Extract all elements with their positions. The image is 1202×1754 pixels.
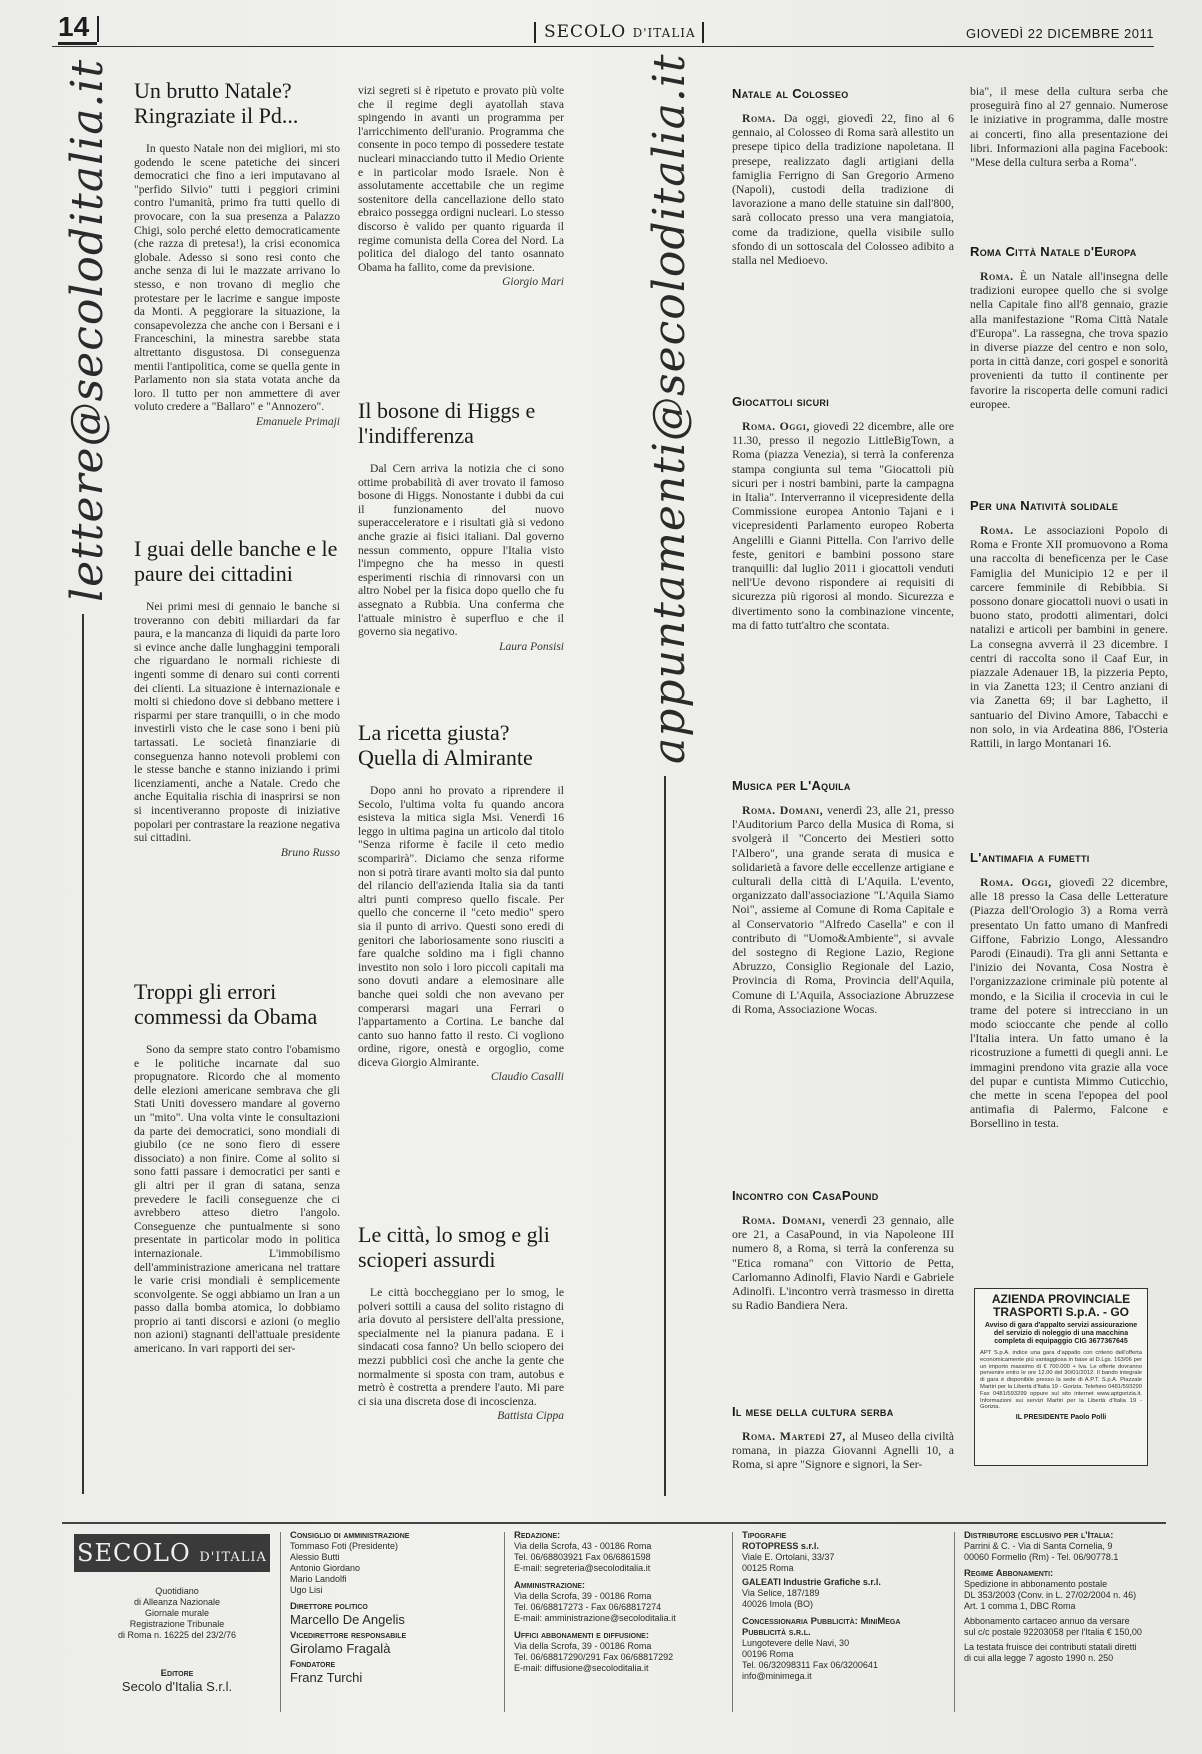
printer-line: Via Selice, 187/189	[742, 1588, 820, 1598]
appointment-item	[732, 394, 954, 778]
appointment-item	[732, 1188, 954, 1404]
vicedirector-name: Girolamo Fragalà	[290, 1641, 391, 1656]
advertiser-line: Tel. 06/32098311 Fax 06/3200641	[742, 1660, 878, 1670]
footer-divider	[280, 1532, 281, 1712]
printer-line: 00125 Roma	[742, 1563, 794, 1573]
appointment-continuation	[970, 84, 1168, 244]
appointment-text: al Museo della civiltà romana, in piazza Giovanni Agnelli 10, a Roma, si apre "Signore e signori, la Ser-	[732, 1429, 954, 1472]
letter-article	[358, 398, 564, 720]
colophon-tagline	[92, 1586, 262, 1641]
contact-line: Via della Scrofa, 39 - 00186 Roma	[514, 1591, 652, 1601]
letter-title: Le città, lo smog e gli scioperi assurdi	[358, 1222, 550, 1272]
appointment-body	[970, 523, 1168, 750]
letter-article	[134, 78, 340, 536]
appointment-body	[732, 111, 954, 267]
letter-author: Giorgio Mari	[502, 276, 564, 289]
letter-body: Dal Cern arriva la notizia che ci sono ottime probabilità di aver trovato il famoso bosone di Higgs. Nonostante i dubbi da cui il funzionamento del nuovo superacceleratore e i risultati già si vedono anche grazie ai fisici italiani. Dal governo nessun commento, oppure l'Italia visto l'impegno che ha messo in questi esperimenti rischia di rinnovarsi con un altro Nobel per la fisica dopo quello che fu assegnato a Rubbia. Una conferma che l'attuale ministro è superfluo e che il governo sia negativo.	[358, 462, 564, 639]
appointment-title: Natale al Colosseo	[732, 86, 849, 101]
appointment-item	[732, 1404, 954, 1472]
letter-article	[358, 1222, 564, 1422]
printer-line: Viale E. Ortolani, 33/37	[742, 1552, 835, 1562]
board-member: Alessio Butti	[290, 1552, 340, 1562]
colophon-board	[290, 1530, 490, 1685]
letter-body: Le città boccheggiano per lo smog, le polveri sottili a causa del solito ristagno di aria dovuto al persistere dell'alta pressione, specialmente nel la pianura padana. E i sindacati cosa fanno? Un bello sciopero dei mezzi pubblici così che anche la gente che normalmente si sposta con tram, autobus e metrò è costretta a prendere l'auto. Mi pare ci sia una discreta dose di incoscienza.	[358, 1286, 564, 1408]
advertiser-line: 00196 Roma	[742, 1649, 794, 1659]
letters-column-1	[134, 78, 340, 1356]
masthead-title: SECOLO	[544, 22, 627, 42]
advertiser-line: info@minimega.it	[742, 1671, 812, 1681]
contact-line: E-mail: amministrazione@secoloditalia.it	[514, 1613, 676, 1623]
masthead-logo	[74, 1534, 270, 1572]
appointment-body	[732, 419, 954, 632]
board-member: Tommaso Foti (Presidente)	[290, 1541, 399, 1551]
colophon-printers	[742, 1530, 942, 1682]
section-rule-left	[82, 614, 84, 1494]
letter-author: Claudio Casalli	[490, 1071, 564, 1084]
appointment-title: Per una Natività solidale	[970, 498, 1119, 513]
ad-subtitle: Avviso di gara d'appalto servizi assicurazione del servizio di noleggio di una macchina completa di equipaggio CIG 3677367645	[984, 1322, 1138, 1345]
appointment-lead: Roma. Domani,	[742, 1213, 826, 1227]
distribution-line: 00060 Formello (Rm) - Tel. 06/90778.1	[964, 1552, 1119, 1562]
appointment-lead: Roma.	[980, 523, 1014, 537]
letter-author: Bruno Russo	[280, 846, 340, 859]
appointment-lead: Roma. Oggi,	[980, 875, 1052, 889]
tagline-line: di Roma n. 16225 del 23/2/76	[117, 1630, 237, 1640]
colophon-distribution	[964, 1530, 1164, 1664]
founder-label: Fondatore	[290, 1659, 336, 1670]
founder-name: Franz Turchi	[290, 1670, 363, 1685]
tagline-line: Registrazione Tribunale	[129, 1619, 225, 1629]
abbonamenti-label: Regime Abbonamenti:	[964, 1568, 1054, 1579]
board-member: Ugo Lisi	[290, 1585, 323, 1595]
subscription-line: Abbonamento cartaceo annuo da versare	[964, 1616, 1130, 1626]
appointment-text: Da oggi, giovedì 22, fino al 6 gennaio, al Colosseo di Roma sarà allestito un presepe tipico della tradizione napoletana. Il presepe, realizzato dagli artigiani della famiglia Ferrigno di San Gregorio Armeno (Napoli), custodi della tradizione di lavorazione a mano delle statuine sin dall'800, sarà collocato presso una vera mangiatoia, come da tradizione, quella visibile sullo sfondo di un sottoscala del Colosseo adibito a stalla nel Medioevo.	[732, 111, 955, 268]
section-label-appointments: appuntamenti@secoloditalia.it	[644, 53, 695, 764]
colophon-contacts	[514, 1530, 724, 1674]
masthead	[534, 22, 704, 43]
public-notice-ad	[974, 1288, 1148, 1466]
director-name: Marcello De Angelis	[290, 1612, 405, 1627]
appointment-body	[970, 875, 1168, 1131]
board-member: Antonio Giordano	[290, 1563, 361, 1573]
section-rule-right	[664, 776, 666, 1496]
appointment-title: Il mese della cultura serba	[732, 1404, 894, 1419]
contact-line: Via della Scrofa, 39 - 00186 Roma	[514, 1641, 652, 1651]
appointment-item	[732, 86, 954, 394]
editor-label: Editore	[160, 1668, 194, 1679]
appointment-body	[732, 1429, 954, 1472]
letter-article	[134, 536, 340, 979]
redazione-label: Redazione:	[514, 1530, 561, 1541]
subscription-line: DL 353/2003 (Conv. in L. 27/02/2004 n. 46)	[964, 1590, 1137, 1600]
editor-name: Secolo d'Italia S.r.l.	[121, 1679, 233, 1694]
amministrazione-label: Amministrazione:	[514, 1580, 586, 1591]
appointment-lead: Roma. Domani,	[742, 803, 824, 817]
tagline-line: Giornale murale	[144, 1608, 210, 1618]
appointment-body	[732, 1213, 954, 1312]
letter-body: Sono da sempre stato contro l'obamismo e le politiche incarnate dal suo propugnatore. Ricordo che al momento delle elezioni americane sembrava che gli Stati Uniti dovessero mandare al governo un "mito". Una volta vinte le consultazioni da parte dei democratici, sono mondiali di giubilo (ce ne sono fiero di essere dissociato) a non finire. Come al solito si sono fatti passare i democratici per santi e gli altri per il gran di satana, senza prevedere le facili conseguenze che ci avrebbero atteso dietro l'angolo. Conseguenze che puntualmente si sono presentate in particolar modo in politica internazionale. L'immobilismo dell'amministrazione americana nel trattare le varie crisi mondiali è semplicemente sconvolgente. Se oggi abbiamo un Iran a un passo dalla bomba atomica, lo dobbiamo proprio ai tanti discorsi e azioni (o meglio non azioni) stagnanti dell'attuale presidente americano. In vari rapporti dei ser-	[134, 1043, 340, 1356]
appointment-text: Le associazioni Popolo di Roma e Fronte XII promuovono a Roma una raccolta di beneficenza per le Case Famiglia del Municipio 12 e per il carcere femminile di Rebibbia. Si possono donare giocattoli nuovi o usati in buono stato, prodotti alimentari, dolci natalizi e articoli per bambini in genere. La consegna avverrà il 23 dicembre. I centri di raccolta sono il Caaf Eur, in piazzale Adenauer 1B, la pizzeria Pepto, in via Zanetta 123; il Centro anziani di via Zanetta 69; il bar Laghetto, il santuario del Divino Amore, Tabacchi e non solo, in via Ardeatina 886, l'Osteria Rattili, in largo Montanari 16.	[970, 523, 1168, 751]
contact-line: Via della Scrofa, 43 - 00186 Roma	[514, 1541, 652, 1551]
letter-author: Battista Cippa	[497, 1410, 564, 1423]
printer-line: ROTOPRESS s.r.l.	[742, 1541, 819, 1551]
appointments-column-2	[970, 84, 1168, 1131]
uffici-label: Uffici abbonamenti e diffusione:	[514, 1630, 649, 1641]
appointment-item	[970, 850, 1168, 1131]
letter-body: In questo Natale non dei migliori, mi sto godendo le scene patetiche dei sinceri democratici che fino a ieri imputavano al "perfido Silvio" tutti i peggiori crimini contro l'umanità, primo fra tutti quello di provocare, con la sua presenza a Palazzo Chigi, solo perché eletto democraticamente (che razza di pretesa!), la crisi economica globale. Adesso si sono resi conto che anche senza di lui le mazzate arrivano lo stesso, e non trovano di meglio che protestare per le lacrime e sangue imposte da Monti. A peggiorare la situazione, la consapevolezza che anche con i Bersani e i Franceschini, la minestra sarebbe stata altrettanto disgustosa. Di conseguenza mentii l'antipolitica, come se quella gente in Parlamento non sia stata votata anche da loro. Il tutto per non ammettere di aver voluto credere a "Ballaro" e "Annozero".	[134, 142, 340, 414]
page-header	[52, 12, 1154, 47]
subscription-line: sul c/c postale 92203058 per l'Italia € 150,00	[964, 1627, 1142, 1637]
footer-divider	[504, 1532, 505, 1712]
appointment-title: Incontro con CasaPound	[732, 1188, 879, 1203]
letters-column-2	[358, 84, 564, 1422]
section-label-letters: lettere@secoloditalia.it	[62, 58, 113, 602]
letter-title: Un brutto Natale? Ringraziate il Pd...	[134, 78, 299, 128]
appointment-lead: Roma. Oggi,	[742, 419, 810, 433]
advertiser-line: Lungotevere delle Navi, 30	[742, 1638, 850, 1648]
letter-title: Troppi gli errori commessi da Obama	[134, 979, 318, 1029]
letter-continuation	[358, 84, 564, 398]
letter-author: Emanuele Primaji	[256, 415, 340, 428]
subscription-line: La testata fruisce dei contributi statali diretti	[964, 1642, 1137, 1652]
appointment-text: bia", il mese della cultura serba che proseguirà fino al 27 gennaio. Numerose le iniziative in programma, dalle mostre ai concerti, fino alla presentazione dei libri. Informazioni alla pagina Facebook: "Mese della cultura serba a Roma".	[970, 84, 1168, 170]
appointment-item	[970, 498, 1168, 850]
issue-date: GIOVEDÌ 22 DICEMBRE 2011	[965, 26, 1154, 41]
subscription-line: Spedizione in abbonamento postale	[964, 1579, 1108, 1589]
board-member: Mario Landolfi	[290, 1574, 347, 1584]
appointment-lead: Roma.	[742, 111, 776, 125]
contact-line: Tel. 06/68803921 Fax 06/6861598	[514, 1552, 651, 1562]
board-label: Consiglio di amministrazione	[290, 1530, 410, 1541]
ad-text: APT S.p.A. indice una gara d'appalto con criterio dell'offerta economicamente più vantaggiosa in base al D.Lgs. 163/06 per un importo massimo di € 700.000 + Iva. Le offerte dovranno pervenire entro le ore 12.00 del 30/01/2012. Il bando integrale di gara è disponibile presso la sede di A.P.T. S.p.A. Piazzale Martiri per la Libertà d'Italia 19 - Gorizia. Telefono 0481/593290 Fax 0481/593299 oppure sul sito internet www.aptgorizia.it. Informazioni sui servizi Martiri per la Libertà d'Italia 19 - Gorizia.	[980, 1350, 1142, 1411]
colophon-editor	[92, 1668, 262, 1694]
ad-signature: IL PRESIDENTE Paolo Polli	[1015, 1414, 1107, 1422]
logo-suffix: D'ITALIA	[199, 1550, 267, 1565]
contact-line: E-mail: segreteria@secoloditalia.it	[514, 1563, 651, 1573]
letter-body: vizi segreti si è ripetuto e provato più volte che il regime degli ayatollah stava spingendo in avanti un programma per l'arricchimento dell'uranio. Programma che consente in poco tempo di possedere testate nucleari minacciando tutto il Medio Oriente e in particolar modo Israele. Non è assolutamente accettabile che un regime sostenitore della cancellazione dello stato ebraico possegga ordigni nucleari. Lo stesso discorso è valido per quanto riguarda il regime comunista della Corea del Nord. La politica del dialogo del tanto osannato Obama ha fallito, come da previsione.	[358, 84, 564, 274]
letter-title: La ricetta giusta? Quella di Almirante	[358, 720, 533, 770]
letter-article	[134, 979, 340, 1356]
appointment-lead: Roma. Martedì 27,	[742, 1429, 846, 1443]
concessionaria-label: Concessionaria Pubblicità: MiniMega Pubblicità s.r.l.	[742, 1616, 901, 1638]
letter-body: Nei primi mesi di gennaio le banche si troveranno con debiti miliardari da far paura, e la mancanza di liquidi da parte loro si evince anche dalle lunghaggini temporali che riguardano le normali richieste di ingenti somme di denaro sui conti correnti dei clienti. La situazione è internazionale e molti si chiedono dove si debbano mettere i risparmi per stare tranquilli, o in che modo investirli visto che le case sono i beni più tartassati. Le società finanziarie di conseguenza hanno notevoli problemi con le stesse banche e stanno iniziando i primi licenziamenti, anche a Natale. Credo che anche Equitalia rischia di inasprirsi se non si incentiveranno proposte di iniziative popolari per contrastare la reazione negativa sui cittadini.	[134, 600, 340, 845]
colophon	[62, 1522, 1166, 1716]
footer-divider	[954, 1532, 955, 1712]
director-label: Direttore politico	[290, 1601, 368, 1612]
appointment-lead: Roma.	[980, 269, 1014, 283]
letter-author: Laura Ponsisi	[499, 640, 564, 653]
appointment-text: giovedì 22 dicembre, alle ore 11.30, presso il negozio LittleBigTown, a Roma (piazza Venezia), si terrà la conferenza stampa congiunta sul tema "Giocattoli più sicuri per i nostri bambini, parte la campagna in Italia". Interverranno il vicepresidente della Commissione europea Antonio Tajani e i vicepresidenti Parlamento europeo Roberta Angelilli e Gianni Pittella. Con l'arrivo delle feste, genitori e bambini possono stare tranquilli: dal luglio 2011 i giocattoli venduti nell'Ue devono rispondere ai requisiti di sicurezza più rigorosi al mondo. Sicurezza e divertimento sono la combinazione vincente, ma di fatto tutt'altro che scontata.	[732, 419, 955, 632]
footer-divider	[732, 1532, 733, 1712]
tagline-line: di Alleanza Nazionale	[133, 1597, 221, 1607]
appointment-text: giovedì 22 dicembre, alle 18 presso la Casa delle Letterature (Piazza dell'Orologio 3) a Roma verrà presentato Un fatto umano di Manfredi Giffone, Fabrizio Longo, Alessandro Parodi (Einaudi). Tra gli anni Settanta e l'inizio dei Novanta, Cosa Nostra è l'organizzazione criminale più potente al mondo, e la Sicilia il crocevia in cui le trame del potere si intrecciano in un modo scioccante che pende al collo l'Italia intera. Un fatto umano è la ricostruzione a fumetti di quegli anni. Le immagini prendono vita grazie alla voce del pupar e cuntista Mimmo Cuticchio, che mette in scena l'epopea del pool antimafia di Palermo, Falcone e Borsellino in testa.	[970, 875, 1169, 1131]
appointment-body	[970, 269, 1168, 411]
contact-line: E-mail: diffusione@secoloditalia.it	[514, 1663, 649, 1673]
letter-title: Il bosone di Higgs e l'indifferenza	[358, 398, 536, 448]
distributore-label: Distributore esclusivo per l'Italia:	[964, 1530, 1114, 1541]
distribution-line: Parrini & C. - Via di Santa Cornelia, 9	[964, 1541, 1113, 1551]
appointment-item	[732, 778, 954, 1188]
appointment-title: Giocattoli sicuri	[732, 394, 829, 409]
appointment-title: Roma Città Natale d'Europa	[970, 244, 1137, 259]
vicedirector-label: Vicedirettore responsabile	[290, 1630, 407, 1641]
appointment-item	[970, 244, 1168, 498]
letter-title: I guai delle banche e le paure dei cittadini	[134, 536, 338, 586]
contact-line: Tel. 06/68817290/291 Fax 06/68817292	[514, 1652, 674, 1662]
printer-line: 40026 Imola (BO)	[742, 1599, 814, 1609]
tagline-line: Quotidiano	[155, 1586, 199, 1596]
appointment-title: L'antimafia a fumetti	[970, 850, 1090, 865]
appointments-column-1	[732, 86, 954, 1472]
logo-title: SECOLO	[77, 1539, 191, 1567]
printer-line: GALEATI Industrie Grafiche s.r.l.	[742, 1577, 881, 1587]
page-number: 14	[58, 12, 97, 45]
subscription-line: Art. 1 comma 1, DBC Roma	[964, 1601, 1076, 1611]
ad-title: AZIENDA PROVINCIALE TRASPORTI S.p.A. - GO	[991, 1292, 1131, 1319]
appointment-text: venerdì 23 gennaio, alle ore 21, a CasaPound, in via Napoleone III numero 8, a Roma, si terrà la conferenza su "Etica romana" con Vittorio de Petta, Carlomanno Adinolfi, Flavio Nardi e Gabriele Adinolfi. L'incontro verrà trasmesso in diretta su Radio Bandiera Nera.	[732, 1213, 954, 1313]
tipografie-label: Tipografie	[742, 1530, 787, 1541]
appointment-title: Musica per L'Aquila	[732, 778, 851, 793]
appointment-body	[732, 803, 954, 1016]
appointment-text: venerdì 23, alle 21, presso l'Auditorium Parco della Musica di Roma, si svolgerà il "Concerto dei Mestieri sotto l'Albero", una grande serata di musica e solidarietà a favore delle eccellenze artigiane e culturali della città di L'Aquila. L'evento, organizzato dall'associazione "L'Aquila Siamo Noi", assieme al Comune di Roma Capitale e al Conservatorio "Alfredo Casella" e con il contributo di "Uomo&Ambiente", si avvale del sostegno di Regione Lazio, Regione Abruzzo, Consiglio Regionale del Lazio, Provincia di Roma, Provincia dell'Aquila, Comune di L'Aquila, Associazione Abruzzese di Roma, Associazione Wocas.	[732, 803, 954, 1016]
contact-line: Tel. 06/68817273 - Fax 06/68817274	[514, 1602, 662, 1612]
letter-body: Dopo anni ho provato a riprendere il Secolo, l'ultima volta fu quando ancora esisteva la mitica sigla Msi. Venerdì 16 leggo in ultima pagina un articolo dal titolo "Senza riforme è facile il ceto medio scomparirà". Diciamo che senza riforme non si potrà tirare avanti molto sia dal punto del rilancio dell'azienda Italia sia da tanti altri punti compreso quello fiscale. Per quello che concerne il "ceto medio" spero sia il punto di arrivo. Questi sono eredi di genitori che laboriosamente sono riusciti a fare qualche soldino ma i figli channo investito non solo i loro piccoli capitali ma sono dovuti andare a elemosinare alle banche quei soldi che non avevano per comperarsi magari una Ferrari o l'appartamento a Cortina. Le banche dal canto suo hanno fatto il resto. Ci vogliono ordine, rigore, onestà e orgoglio, come diceva Giorgio Almirante.	[358, 784, 564, 1069]
letter-article	[358, 720, 564, 1222]
subscription-line: di cui alla legge 7 agosto 1990 n. 250	[964, 1653, 1114, 1663]
masthead-suffix: D'ITALIA	[632, 26, 696, 40]
appointment-text: È un Natale all'insegna delle tradizioni europee quello che si svolge nella Capitale fino all'8 gennaio, grazie alla manifestazione "Roma Città Natale d'Europa". La rassegna, che trova spazio in diverse piazze del centro e non solo, porta in città danze, cori gospel e sonorità provenienti da tutto il continente per favorire la riscoperta delle comuni radici europee.	[970, 269, 1168, 411]
